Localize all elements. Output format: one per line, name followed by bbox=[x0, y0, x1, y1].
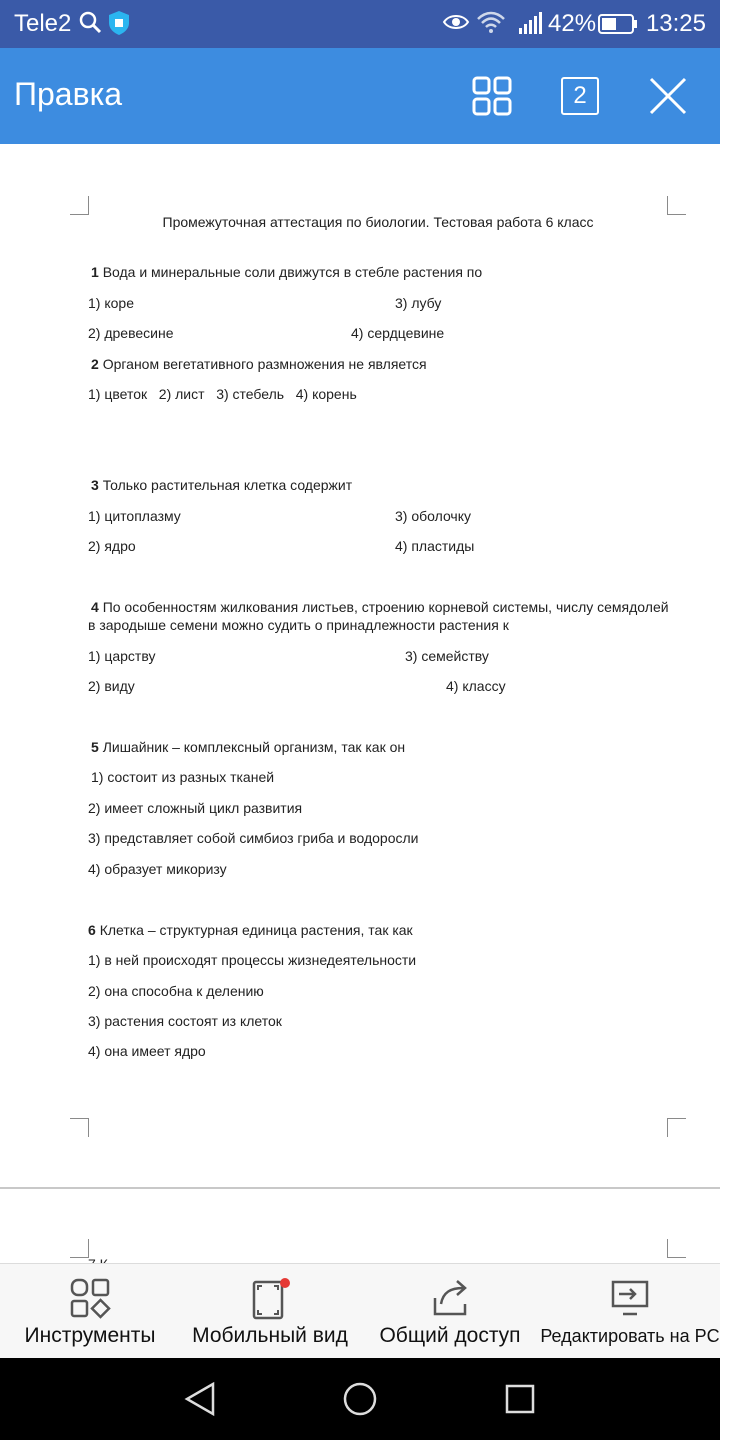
recents-button[interactable] bbox=[500, 1379, 540, 1419]
close-icon bbox=[648, 76, 688, 116]
status-bar bbox=[0, 0, 720, 48]
clock: 13:25 bbox=[645, 10, 706, 37]
back-button[interactable] bbox=[180, 1379, 220, 1419]
eye-icon bbox=[442, 10, 470, 39]
search-icon bbox=[78, 10, 102, 39]
answer-option: 3) оболочку bbox=[395, 508, 472, 524]
answer-option: 1) коре bbox=[88, 295, 134, 311]
battery-icon bbox=[598, 13, 638, 40]
margin-corner-top-left bbox=[70, 1239, 89, 1258]
answer-option: 3) растения состоят из клеток bbox=[88, 1013, 282, 1029]
question-4 bbox=[91, 598, 669, 616]
back-icon bbox=[183, 1381, 217, 1417]
answer-option: 4) сердцевине bbox=[351, 325, 445, 341]
notification-dot bbox=[280, 1278, 290, 1288]
home-button[interactable] bbox=[340, 1379, 380, 1419]
share-label: Общий доступ bbox=[379, 1324, 521, 1347]
answer-option: 2) древесине bbox=[88, 325, 174, 341]
home-icon bbox=[342, 1381, 378, 1417]
question-number: 3 bbox=[91, 477, 99, 493]
margin-corner-top-right bbox=[667, 196, 686, 215]
question-number: 6 bbox=[88, 922, 96, 938]
question-text: Лишайник – комплексный организм, так как он bbox=[102, 739, 406, 755]
page-count-button[interactable] bbox=[556, 72, 604, 120]
margin-corner-top-right bbox=[667, 1239, 686, 1258]
question-3 bbox=[91, 476, 352, 494]
answer-option: 4) она имеет ядро bbox=[88, 1043, 206, 1059]
share-icon bbox=[429, 1278, 471, 1323]
answer-option: 4) пластиды bbox=[395, 538, 475, 554]
margin-corner-bottom-left bbox=[70, 1118, 89, 1137]
answer-option: 2) имеет сложный цикл развития bbox=[88, 800, 303, 816]
question-5 bbox=[91, 738, 405, 756]
answer-option: 3) семейству bbox=[405, 648, 489, 664]
question-text: Только растительная клетка содержит bbox=[102, 477, 353, 493]
carrier-name: Tele2 bbox=[14, 10, 72, 37]
share-button[interactable] bbox=[370, 1264, 530, 1359]
mobile-view-button[interactable] bbox=[182, 1264, 358, 1359]
question-number: 4 bbox=[91, 599, 99, 615]
answer-option: 2) она способна к делению bbox=[88, 983, 264, 999]
grid-view-button[interactable] bbox=[468, 72, 516, 120]
answer-option: 2) ядро bbox=[88, 538, 136, 554]
edit-on-pc-button[interactable] bbox=[540, 1264, 720, 1359]
question-6 bbox=[88, 921, 413, 939]
wifi-icon bbox=[476, 10, 506, 41]
shield-icon bbox=[108, 10, 130, 41]
answer-option: 1) в ней происходят процессы жизнедеятельности bbox=[88, 952, 417, 968]
answer-option: 1) цитоплазму bbox=[88, 508, 181, 524]
tools-icon bbox=[70, 1278, 110, 1323]
answer-option: 2) виду bbox=[88, 678, 135, 694]
question-number: 1 bbox=[91, 264, 99, 280]
question-text-continued: в зародыше семени можно судить о принадлежности растения к bbox=[88, 617, 509, 633]
system-navigation-bar bbox=[0, 1358, 720, 1440]
close-button[interactable] bbox=[644, 72, 692, 120]
document-title: Промежуточная аттестация по биологии. Тестовая работа 6 класс bbox=[162, 214, 594, 230]
answer-option: 1) царству bbox=[88, 648, 156, 664]
question-number: 5 bbox=[91, 739, 99, 755]
answer-option: 1) состоит из разных тканей bbox=[91, 769, 275, 785]
edit-on-pc-label: Редактировать на PC bbox=[540, 1326, 720, 1346]
answer-options-inline: 1) цветок 2) лист 3) стебель 4) корень bbox=[88, 386, 357, 402]
page-count: 2 bbox=[561, 77, 599, 115]
mobile-view-label: Мобильный вид bbox=[192, 1324, 348, 1347]
question-text: По особенностям жилкования листьев, строению корневой системы, числу семядолей bbox=[102, 599, 669, 615]
app-toolbar bbox=[0, 48, 720, 144]
signal-icon bbox=[518, 10, 544, 41]
answer-option: 4) образует микоризу bbox=[88, 861, 227, 877]
answer-option: 3) лубу bbox=[395, 295, 442, 311]
answer-option: 4) классу bbox=[446, 678, 506, 694]
mobile-view-icon bbox=[248, 1278, 292, 1325]
monitor-icon bbox=[609, 1278, 651, 1323]
margin-corner-bottom-right bbox=[667, 1118, 686, 1137]
tools-button[interactable] bbox=[10, 1264, 170, 1359]
question-2 bbox=[91, 355, 427, 373]
question-text: Вода и минеральные соли движутся в стебле растения по bbox=[102, 264, 483, 280]
answer-option: 3) представляет собой симбиоз гриба и водоросли bbox=[88, 830, 419, 846]
question-1 bbox=[91, 263, 482, 281]
bottom-action-bar bbox=[0, 1263, 720, 1359]
toolbar-title: Правка bbox=[14, 76, 123, 112]
recents-icon bbox=[504, 1383, 536, 1415]
question-text: Органом вегетативного размножения не является bbox=[102, 356, 427, 372]
question-number: 2 bbox=[91, 356, 99, 372]
document-page[interactable] bbox=[0, 144, 720, 1186]
battery-percent: 42% bbox=[548, 10, 597, 37]
grid-icon bbox=[472, 76, 512, 116]
question-text: Клетка – структурная единица растения, так как bbox=[99, 922, 413, 938]
tools-label: Инструменты bbox=[24, 1324, 156, 1347]
margin-corner-top-left bbox=[70, 196, 89, 215]
document-page-2[interactable] bbox=[0, 1189, 720, 1263]
